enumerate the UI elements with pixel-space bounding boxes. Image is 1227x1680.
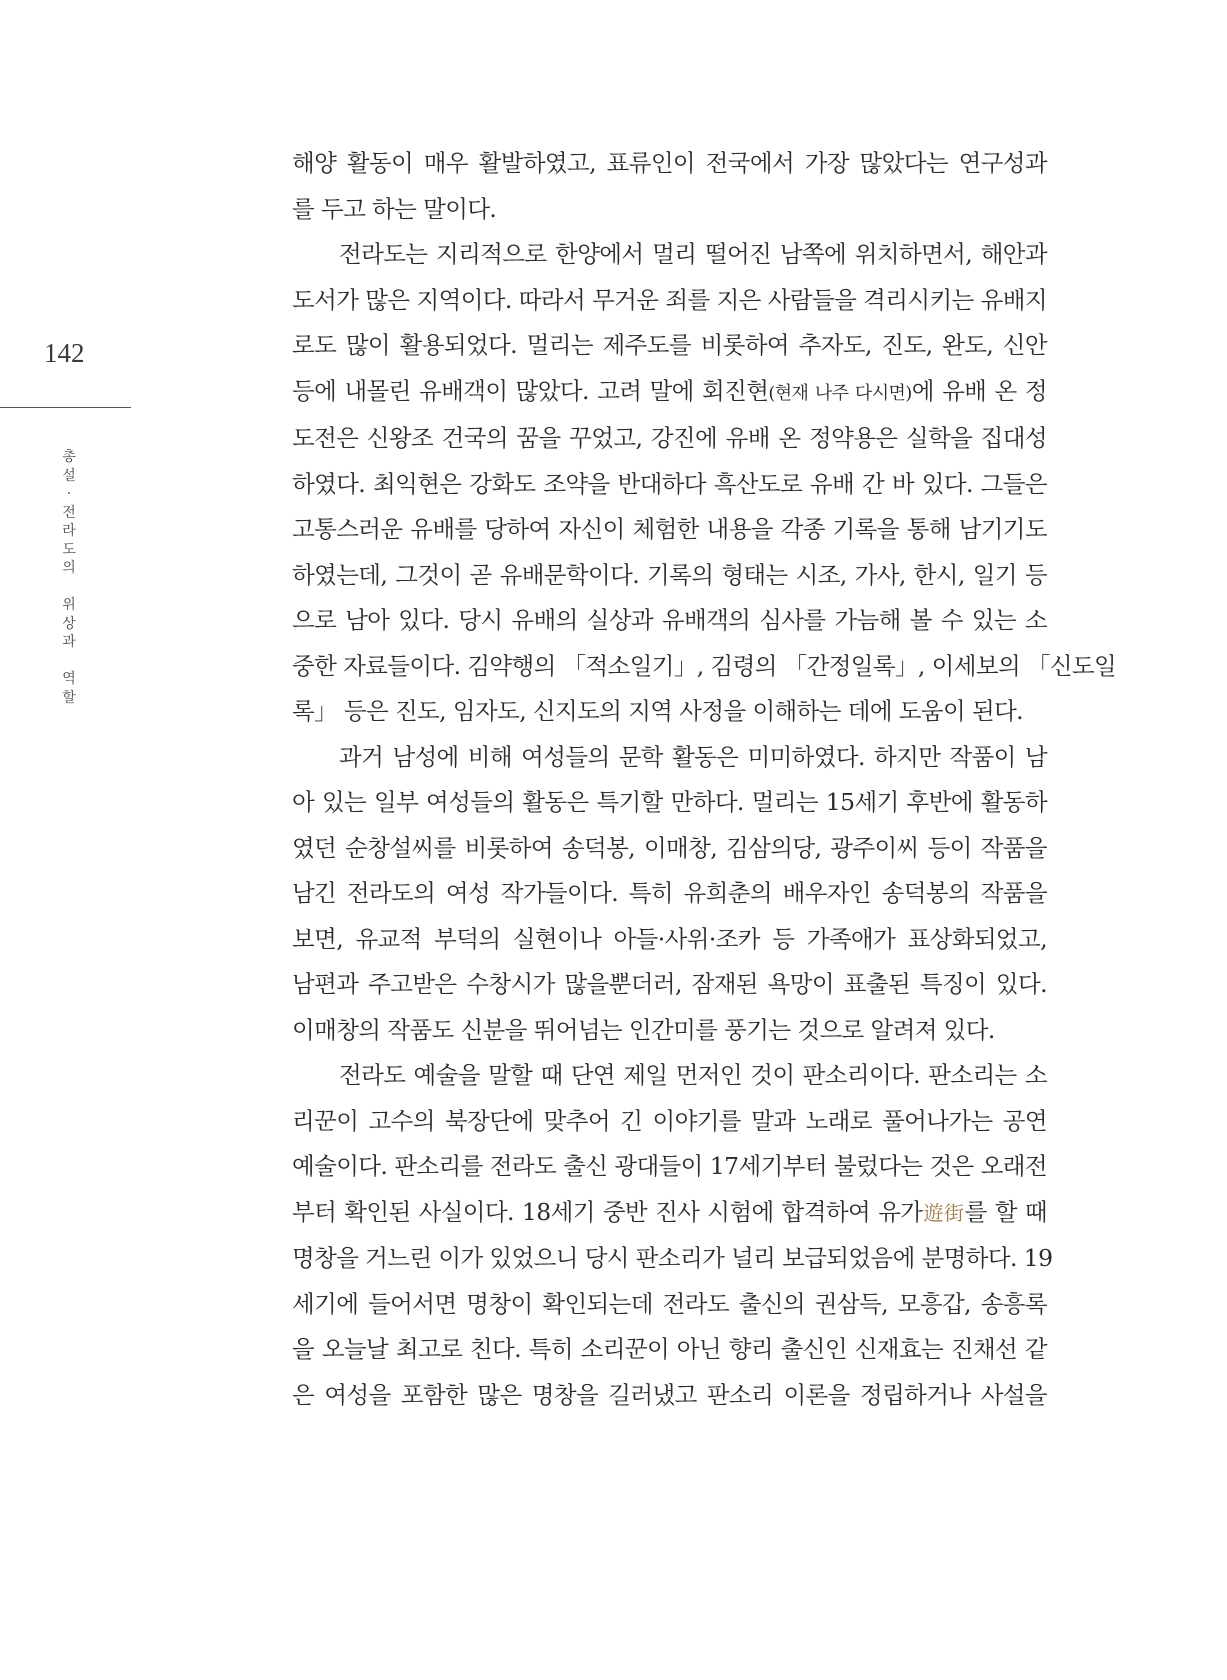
text-line: 고통스러운 유배를 당하여 자신이 체험한 내용을 각종 기록을 통해 남기기도 [292, 515, 1047, 543]
text-line: 으로 남아 있다. 당시 유배의 실상과 유배객의 심사를 가늠해 볼 수 있는 소 [292, 606, 1047, 634]
text-line: 리꾼이 고수의 북장단에 맞추어 긴 이야기를 말과 노래로 풀어나가는 공연 [292, 1106, 1047, 1135]
text-line: 명창을 거느린 이가 있었으니 당시 판소리가 널리 보급되었음에 분명하다. 19 [292, 1244, 1053, 1272]
text-line: 보면, 유교적 부덕의 실현이나 아들·사위·조카 등 가족애가 표상화되었고, [292, 924, 1047, 953]
body-text [292, 141, 1117, 1418]
page-number: 142 [44, 338, 85, 368]
text-line: 였던 순창설씨를 비롯하여 송덕봉, 이매창, 김삼의당, 광주이씨 등이 작품을 [292, 833, 1047, 862]
running-head-char: 할 [62, 689, 76, 706]
running-head-char: 총 [62, 449, 76, 465]
text-line: 남편과 주고받은 수창시가 많을뿐더러, 잠재된 욕망이 표출된 특징이 있다. [292, 970, 1047, 998]
running-head-char: 라 [62, 523, 76, 539]
parenthetical-note: (현재 나주 다시면) [768, 382, 912, 404]
margin-divider [0, 407, 131, 408]
running-head-char: 도 [62, 541, 76, 558]
text-segment: 부터 확인된 사실이다. 18세기 중반 진사 시험에 합격하여 유가 [292, 1197, 923, 1226]
text-line: 도서가 많은 지역이다. 따라서 무거운 죄를 지은 사람들을 격리시키는 유배지 [292, 285, 1047, 314]
text-line: 도전은 신왕조 건국의 꿈을 꾸었고, 강진에 유배 온 정약용은 실학을 집대성 [292, 424, 1047, 452]
text-line: 전라도 예술을 말할 때 단연 제일 먼저인 것이 판소리이다. 판소리는 소 [339, 1061, 1047, 1089]
text-line: 세기에 들어서면 명창이 확인되는데 전라도 출신의 권삼득, 모흥갑, 송흥록 [292, 1289, 1047, 1318]
running-head-space [58, 652, 80, 671]
running-head-char: 의 [62, 560, 76, 576]
text-line: 하였는데, 그것이 곧 유배문학이다. 기록의 형태는 시조, 가사, 한시, 일기 등 [292, 560, 1047, 589]
running-head-space [58, 578, 80, 597]
text-line: 하였다. 최익현은 강화도 조약을 반대하다 흑산도로 유배 간 바 있다. 그들은 [292, 469, 1047, 498]
text-line [292, 1190, 1047, 1237]
text-line: 전라도는 지리적으로 한양에서 멀리 떨어진 남쪽에 위치하면서, 해안과 [339, 240, 1047, 268]
text-segment: 등에 내몰린 유배객이 많았다. 고려 말에 회진현 [292, 376, 769, 405]
paragraph-4 [292, 1053, 1053, 1418]
running-head [58, 448, 80, 707]
running-head-char: 과 [62, 634, 76, 650]
text-line: 중한 자료들이다. 김약행의 「적소일기」, 김령의 「간정일록」, 이세보의 「신도일 [292, 651, 1117, 680]
text-line: 아 있는 일부 여성들의 활동은 특기할 만하다. 멀리는 15세기 후반에 활동하 [292, 788, 1047, 816]
paragraph-3 [292, 735, 1047, 1054]
running-head-char: 상 [62, 615, 76, 632]
hanja-annotation: 遊街 [922, 1200, 965, 1225]
text-line: 로도 많이 활용되었다. 멀리는 제주도를 비롯하여 추자도, 진도, 완도, 신안 [292, 331, 1047, 359]
running-head-char: 위 [62, 597, 76, 613]
text-line: 록」 등은 진도, 임자도, 신지도의 지역 사정을 이해하는 데에 도움이 된다. [292, 697, 1024, 725]
text-segment: 를 할 때 [964, 1197, 1047, 1226]
running-head-char: 역 [62, 671, 76, 687]
running-head-char: · [66, 486, 72, 502]
text-line: 해양 활동이 매우 활발하였고, 표류인이 전국에서 가장 많았다는 연구성과 [292, 149, 1047, 177]
running-head-char: 설 [62, 467, 76, 484]
text-line: 를 두고 하는 말이다. [292, 194, 497, 223]
text-line: 남긴 전라도의 여성 작가들이다. 특히 유희춘의 배우자인 송덕봉의 작품을 [292, 879, 1047, 907]
running-head-char: 전 [62, 504, 76, 521]
text-line: 과거 남성에 비해 여성들의 문학 활동은 미미하였다. 하지만 작품이 남 [339, 742, 1047, 771]
text-line: 은 여성을 포함한 많은 명창을 길러냈고 판소리 이론을 정립하거나 사설을 [292, 1380, 1047, 1409]
paragraph-2 [292, 232, 1117, 735]
text-line: 예술이다. 판소리를 전라도 출신 광대들이 17세기부터 불렀다는 것은 오래전 [292, 1152, 1047, 1180]
paragraph-1 [292, 141, 1047, 232]
text-segment: 에 유배 온 정 [911, 376, 1047, 405]
text-line: 을 오늘날 최고로 친다. 특히 소리꾼이 아닌 향리 출신인 신재효는 진채선 같 [292, 1335, 1047, 1363]
text-line [292, 369, 1047, 417]
text-line: 이매창의 작품도 신분을 뛰어넘는 인간미를 풍기는 것으로 알려져 있다. [292, 1015, 995, 1044]
